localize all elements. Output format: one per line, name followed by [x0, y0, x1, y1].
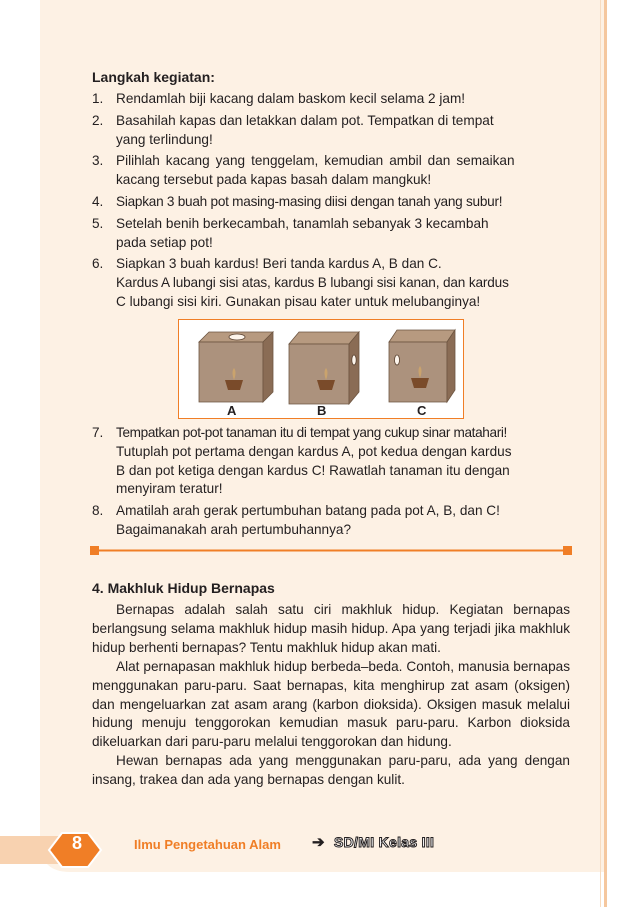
step-line: Amatilah arah gerak pertumbuhan batang pada pot A, B, dan C! — [116, 503, 500, 519]
footer-book-title: Ilmu Pengetahuan Alam — [134, 837, 281, 852]
steps-list-bottom — [92, 424, 570, 543]
step-line: kacang tersebut pada kapas basah dalam mangkuk! — [116, 172, 432, 188]
steps-heading: Langkah kegiatan: — [92, 69, 215, 85]
step-4 — [92, 193, 570, 212]
page-number: 8 — [71, 833, 82, 853]
step-1 — [92, 90, 570, 109]
figure-label-c: C — [417, 403, 427, 418]
section-divider — [90, 545, 572, 557]
step-8 — [92, 502, 570, 540]
step-number: 2. — [92, 112, 104, 128]
step-3 — [92, 152, 570, 190]
step-line: pada setiap pot! — [116, 234, 213, 250]
step-line: Setelah benih berkecambah, tanamlah sebanyak 3 kecambah — [116, 215, 489, 231]
step-5 — [92, 215, 570, 253]
step-7 — [92, 424, 570, 499]
step-line: Tempatkan pot-pot tanaman itu di tempat yang cukup sinar matahari! — [116, 425, 507, 440]
step-line: Siapkan 3 buah pot masing-masing diisi dengan tanah yang subur! — [116, 193, 503, 209]
footer-class-label: SD/MI Kelas III — [334, 834, 435, 850]
step-number: 5. — [92, 215, 104, 231]
box-a-illustration — [199, 332, 273, 402]
step-line: Tutuplah pot pertama dengan kardus A, pot kedua dengan kardus — [116, 443, 512, 459]
step-number: 4. — [92, 193, 104, 209]
step-line: Basahilah kapas dan letakkan dalam pot. Tempatkan di tempat — [116, 112, 494, 128]
step-line: Pilihlah kacang yang tenggelam, kemudian ambil dan semaikan — [116, 153, 515, 169]
step-line: menyiram teratur! — [116, 481, 223, 497]
step-number: 7. — [92, 425, 104, 440]
arrow-icon: ➔ — [312, 834, 325, 851]
figure-label-b: B — [317, 403, 327, 418]
step-line: B dan pot ketiga dengan kardus C! Rawatlah tanaman itu dengan — [116, 462, 510, 478]
step-6 — [92, 255, 570, 311]
step-line: Bagaimanakah arah pertumbuhannya? — [116, 521, 352, 537]
steps-list-top — [92, 90, 570, 315]
step-line: yang terlindung! — [116, 131, 213, 147]
step-number: 3. — [92, 153, 104, 169]
paragraph: Alat pernapasan makhluk hidup berbeda–beda. Contoh, manusia bernapas menggunakan paru-paru. Saat bernapas, kita menghirup zat asam (oksigen) dan mengeluarkan zat asam arang (karbon dioksida). Oksigen masuk melalui hidung menuju tenggorokan kemudian masuk paru-paru. Karbon dioksida dikeluarkan dari paru-paru melalui tenggorokan dan hidung. — [92, 658, 570, 750]
step-line: Siapkan 3 buah kardus! Beri tanda kardus A, B dan C. — [116, 256, 442, 272]
box-c-illustration — [389, 330, 455, 402]
step-line: Rendamlah biji kacang dalam baskom kecil selama 2 jam! — [116, 91, 466, 106]
step-2 — [92, 112, 570, 150]
section-body — [92, 601, 570, 790]
step-number: 8. — [92, 503, 104, 519]
box-b-illustration — [289, 332, 359, 404]
paragraph: Hewan bernapas ada yang menggunakan paru-paru, ada yang dengan insang, trakea dan ada yang bernapas dengan kulit. — [92, 753, 570, 788]
step-number: 6. — [92, 256, 104, 272]
step-number: 1. — [92, 91, 104, 106]
section-title: 4. Makhluk Hidup Bernapas — [92, 580, 275, 596]
boxes-figure — [178, 319, 464, 419]
step-line: Kardus A lubangi sisi atas, kardus B lubangi sisi kanan, dan kardus — [116, 275, 509, 291]
step-line: C lubangi sisi kiri. Gunakan pisau kater untuk melubanginya! — [116, 293, 481, 309]
figure-label-a: A — [227, 403, 237, 418]
paragraph: Bernapas adalah salah satu ciri makhluk hidup. Kegiatan bernapas berlangsung selama makhluk hidup masih hidup. Apa yang terjadi jika makhluk hidup berhenti bernapas? Tentu makhluk hidup akan mati. — [92, 602, 570, 655]
